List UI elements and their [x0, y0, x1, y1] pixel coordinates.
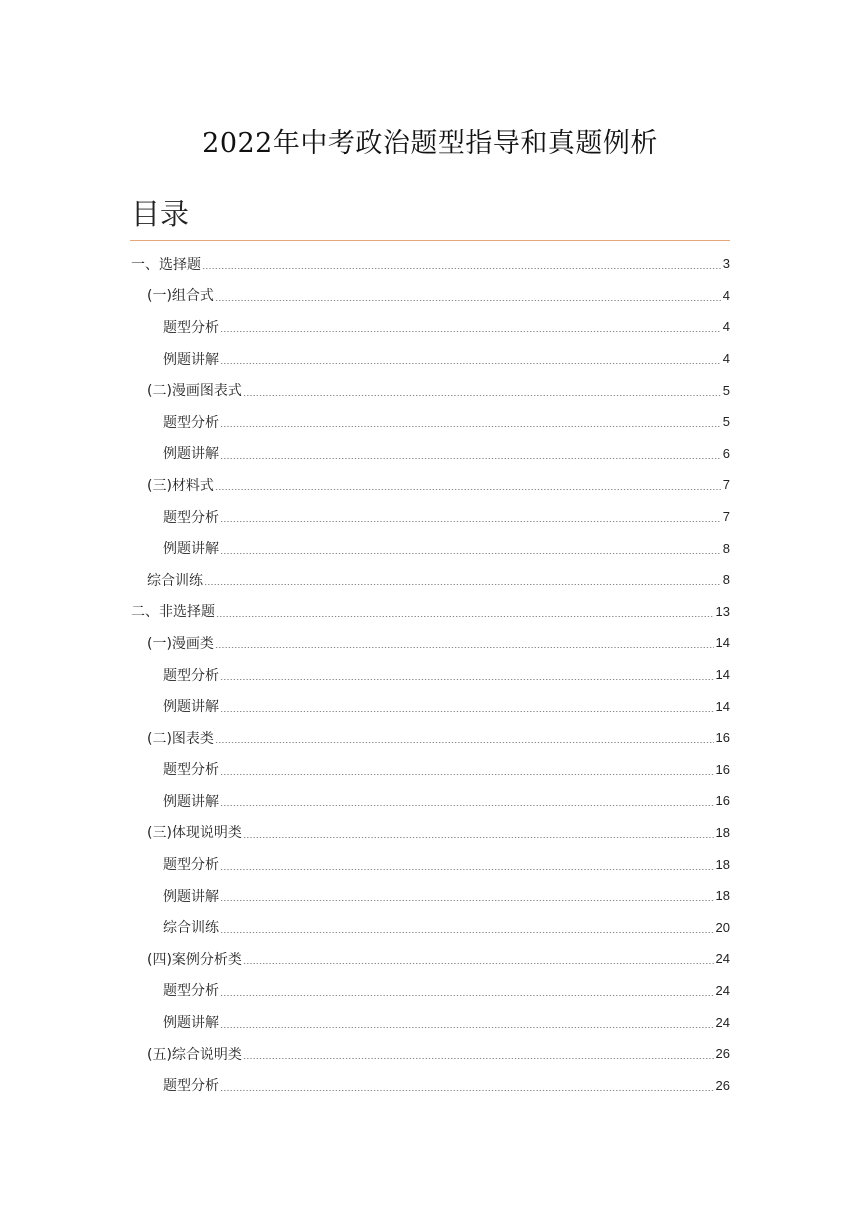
toc-entry-page-number: 18 [715, 888, 730, 904]
toc-entry-page-number: 5 [722, 382, 730, 398]
toc-entry-label: (一)组合式 [147, 288, 214, 305]
toc-leader-dots [220, 426, 721, 427]
document-title: 2022年中考政治题型指导和真题例析 [202, 128, 658, 159]
toc-entry-page-number: 20 [715, 919, 730, 935]
toc-leader-dots [202, 268, 721, 269]
toc-leader-dots [220, 869, 714, 870]
toc-entry-label: 题型分析 [163, 983, 219, 1000]
toc-entry-label: (四)案例分析类 [147, 951, 242, 968]
toc-entry[interactable] [0, 785, 860, 817]
toc-entry-label: 题型分析 [163, 1078, 219, 1095]
toc-entry[interactable] [0, 722, 860, 754]
toc-leader-dots [220, 995, 714, 996]
toc-leader-dots [215, 489, 721, 490]
toc-entry-page-number: 16 [715, 730, 730, 746]
toc-leader-dots [220, 932, 714, 933]
toc-entry[interactable] [0, 754, 860, 786]
toc-entry[interactable] [0, 501, 860, 533]
toc-entry-page-number: 8 [722, 540, 730, 556]
toc-entry-label: 题型分析 [163, 319, 219, 336]
toc-leader-dots [243, 963, 714, 964]
toc-entry-page-number: 4 [722, 319, 730, 335]
toc-entry[interactable] [0, 280, 860, 312]
toc-entry-page-number: 14 [715, 635, 730, 651]
toc-entry[interactable] [0, 311, 860, 343]
toc-entry[interactable] [0, 975, 860, 1007]
toc-entry[interactable] [0, 880, 860, 912]
toc-entry[interactable] [0, 532, 860, 564]
toc-leader-dots [215, 742, 714, 743]
toc-entry-label: 例题讲解 [163, 351, 219, 368]
toc-entry-page-number: 6 [722, 445, 730, 461]
toc-entry-label: 题型分析 [163, 857, 219, 874]
toc-list [0, 248, 860, 1101]
toc-leader-dots [243, 395, 721, 396]
toc-leader-dots [204, 584, 721, 585]
toc-entry[interactable] [0, 1038, 860, 1070]
toc-entry-page-number: 24 [715, 1014, 730, 1030]
toc-leader-dots [215, 647, 714, 648]
toc-leader-dots [220, 458, 721, 459]
toc-leader-dots [220, 900, 714, 901]
toc-leader-dots [220, 774, 714, 775]
toc-leader-dots [220, 1090, 714, 1091]
toc-entry[interactable] [0, 596, 860, 628]
toc-entry-label: 例题讲解 [163, 793, 219, 810]
toc-entry-label: (三)体现说明类 [147, 825, 242, 842]
toc-entry-page-number: 3 [722, 256, 730, 272]
toc-entry[interactable] [0, 564, 860, 596]
toc-leader-dots [220, 1027, 714, 1028]
toc-entry[interactable] [0, 659, 860, 691]
toc-leader-dots [215, 300, 721, 301]
toc-entry-page-number: 26 [715, 1077, 730, 1093]
toc-entry[interactable] [0, 911, 860, 943]
toc-leader-dots [220, 553, 721, 554]
toc-entry-page-number: 18 [715, 856, 730, 872]
toc-leader-dots [243, 1058, 714, 1059]
toc-entry[interactable] [0, 690, 860, 722]
toc-leader-dots [220, 679, 714, 680]
toc-entry-page-number: 5 [722, 414, 730, 430]
toc-entry[interactable] [0, 1069, 860, 1101]
toc-entry-label: 题型分析 [163, 667, 219, 684]
toc-entry-label: 例题讲解 [163, 699, 219, 716]
toc-entry-label: 题型分析 [163, 414, 219, 431]
toc-leader-dots [220, 521, 721, 522]
toc-entry-label: (二)图表类 [147, 730, 214, 747]
toc-entry-label: 综合训练 [163, 920, 219, 937]
toc-entry-page-number: 7 [722, 477, 730, 493]
toc-entry-page-number: 13 [715, 603, 730, 619]
toc-entry[interactable] [0, 374, 860, 406]
toc-leader-dots [220, 363, 721, 364]
toc-entry-page-number: 4 [722, 351, 730, 367]
toc-entry-page-number: 14 [715, 698, 730, 714]
toc-leader-dots [216, 616, 714, 617]
toc-leader-dots [220, 331, 721, 332]
toc-entry-label: (三)材料式 [147, 477, 214, 494]
toc-entry-label: 例题讲解 [163, 541, 219, 558]
toc-heading: 目录 [131, 197, 190, 231]
toc-divider [130, 240, 730, 241]
toc-entry[interactable] [0, 469, 860, 501]
toc-entry-label: 二、非选择题 [131, 604, 215, 621]
toc-entry-page-number: 18 [715, 824, 730, 840]
toc-entry-page-number: 24 [715, 951, 730, 967]
toc-entry[interactable] [0, 1006, 860, 1038]
toc-entry-label: 例题讲解 [163, 446, 219, 463]
toc-entry-label: 题型分析 [163, 509, 219, 526]
toc-entry-page-number: 4 [722, 287, 730, 303]
toc-leader-dots [220, 711, 714, 712]
toc-entry[interactable] [0, 817, 860, 849]
toc-entry[interactable] [0, 943, 860, 975]
toc-entry-label: (五)综合说明类 [147, 1046, 242, 1063]
toc-entry-label: (一)漫画类 [147, 635, 214, 652]
toc-entry-page-number: 16 [715, 761, 730, 777]
toc-entry-page-number: 14 [715, 667, 730, 683]
toc-entry[interactable] [0, 248, 860, 280]
toc-entry-page-number: 26 [715, 1046, 730, 1062]
toc-entry[interactable] [0, 848, 860, 880]
toc-leader-dots [220, 805, 714, 806]
toc-entry-page-number: 7 [722, 509, 730, 525]
toc-entry[interactable] [0, 343, 860, 375]
toc-entry-label: 题型分析 [163, 762, 219, 779]
toc-leader-dots [243, 837, 714, 838]
toc-entry-label: 综合训练 [147, 572, 203, 589]
toc-entry[interactable] [0, 438, 860, 470]
toc-entry-label: (二)漫画图表式 [147, 383, 242, 400]
toc-entry[interactable] [0, 627, 860, 659]
toc-entry-label: 例题讲解 [163, 1015, 219, 1032]
toc-entry-page-number: 24 [715, 982, 730, 998]
toc-entry-label: 例题讲解 [163, 888, 219, 905]
toc-entry-page-number: 16 [715, 793, 730, 809]
toc-entry[interactable] [0, 406, 860, 438]
toc-entry-page-number: 8 [722, 572, 730, 588]
toc-entry-label: 一、选择题 [131, 256, 201, 273]
